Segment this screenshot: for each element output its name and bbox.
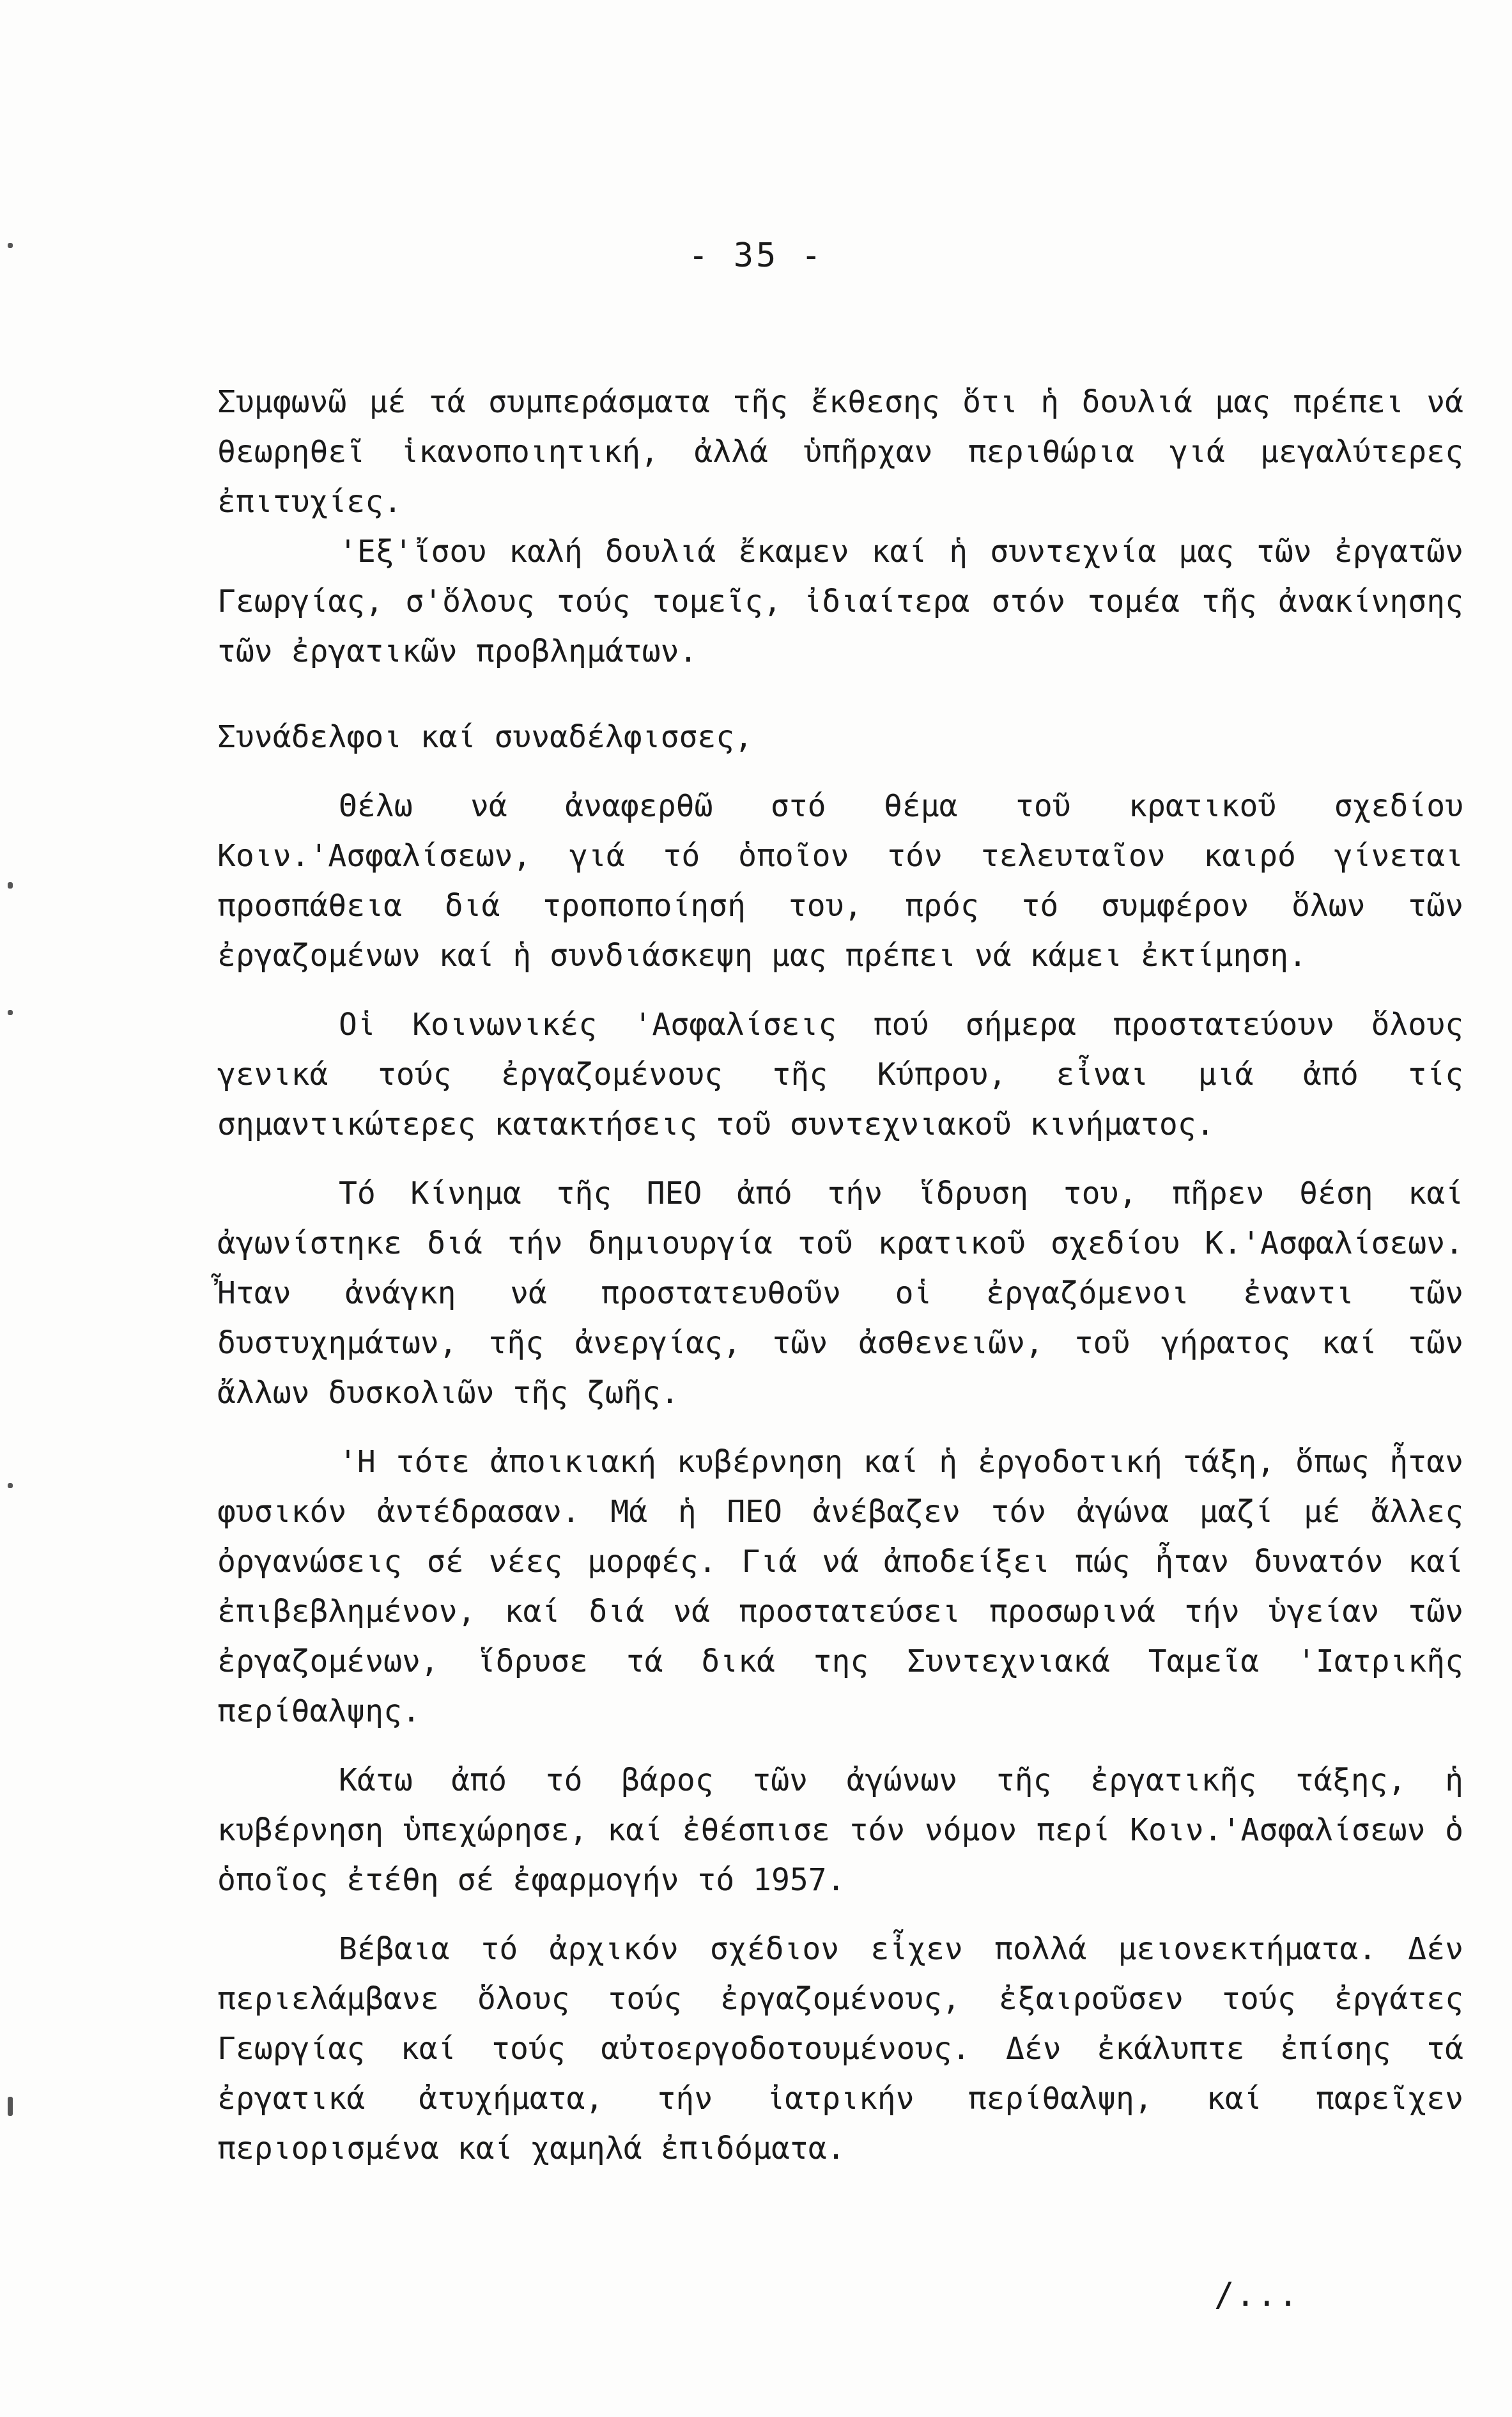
paragraph-3: Θέλω νά ἀναφερθῶ στό θέμα τοῦ κρατικοῦ σχεδίου Κοιν.'Ασφαλίσεων, γιά τό ὁποῖον τόν τελευταῖον καιρό γίνεται προσπάθεια διά τροποποίησή του, πρός τό συμφέρον ὅλων τῶν ἐργαζομένων καί ἡ συνδιάσκεψη μας πρέπει νά κάμει ἐκτίμηση. — [217, 788, 1463, 974]
scan-speck — [8, 2097, 13, 2116]
scan-speck — [8, 882, 13, 889]
salutation: Συνάδελφοι καί συναδέλφισσες, — [217, 719, 753, 755]
paragraph-5: Τό Κίνημα τῆς ΠΕΟ ἀπό τήν ἵδρυση του, πῆρεν θέση καί ἀγωνίστηκε διά τήν δημιουργία τοῦ κρατικοῦ σχεδίου Κ.'Ασφαλίσεων. Ἦταν ἀνάγκη νά προστατευθοῦν οἱ ἐργαζόμενοι ἐναντι τῶν δυστυχημάτων, τῆς ἀνεργίας, τῶν ἀσθενειῶν, τοῦ γήρατος καί τῶν ἄλλων δυσκολιῶν τῆς ζωῆς. — [217, 1176, 1463, 1411]
paragraph-4: Οἱ Κοινωνικές 'Ασφαλίσεις πού σήμερα προστατεύουν ὅλους γενικά τούς ἐργαζομένους τῆς Κύπρου, εἶναι μιά ἀπό τίς σημαντικώτερες κατακτήσεις τοῦ συντεχνιακοῦ κινήματος. — [217, 1007, 1463, 1142]
paragraph-6: 'Η τότε ἀποικιακή κυβέρνηση καί ἡ ἐργοδοτική τάξη, ὅπως ἦταν φυσικόν ἀντέδρασαν. Μά ἡ ΠΕΟ ἀνέβαζεν τόν ἀγώνα μαζί μέ ἄλλες ὀργανώσεις σέ νέες μορφές. Γιά νά ἀποδείξει πώς ἦταν δυνατόν καί ἐπιβεβλημένον, καί διά νά προστατεύσει προσωρινά τήν ὑγείαν τῶν ἐργαζομένων, ἵδρυσε τά δικά της Συντεχνιακά Ταμεῖα 'Ιατρικῆς περίθαλψης. — [217, 1444, 1463, 1729]
paragraph-2: 'Εξ'ἴσου καλή δουλιά ἔκαμεν καί ἡ συντεχνία μας τῶν ἐργατῶν Γεωργίας, σ'ὅλους τούς τομεῖς, ἰδιαίτερα στόν τομέα τῆς ἀνακίνησης τῶν ἐργατικῶν προβλημάτων. — [217, 534, 1463, 669]
page-number: - 35 - — [688, 237, 824, 275]
scan-speck — [8, 243, 13, 248]
scan-speck — [8, 1483, 13, 1488]
paragraph-7: Κάτω ἀπό τό βάρος τῶν ἀγώνων τῆς ἐργατικῆς τάξης, ἡ κυβέρνηση ὑπεχώρησε, καί ἐθέσπισε τόν νόμον περί Κοιν.'Ασφαλίσεων ὁ ὁποῖος ἐτέθη σέ ἐφαρμογήν τό 1957. — [217, 1762, 1463, 1898]
continuation-mark: /... — [1214, 2276, 1300, 2314]
paragraph-1: Συμφωνῶ μέ τά συμπεράσματα τῆς ἔκθεσης ὅτι ἡ δουλιά μας πρέπει νά θεωρηθεῖ ἱκανοποιητική, ἀλλά ὑπῆρχαν περιθώρια γιά μεγαλύτερες ἐπιτυχίες. — [217, 384, 1463, 520]
scan-speck — [8, 1010, 13, 1015]
body-text — [217, 377, 1463, 2173]
paragraph-8: Βέβαια τό ἀρχικόν σχέδιον εἶχεν πολλά μειονεκτήματα. Δέν περιελάμβανε ὅλους τούς ἐργαζομένους, ἐξαιροῦσεν τούς ἐργάτες Γεωργίας καί τούς αὐτοεργοδοτουμένους. Δέν ἐκάλυπτε ἐπίσης τά ἐργατικά ἀτυχήματα, τήν ἰατρικήν περίθαλψη, καί παρεῖχεν περιορισμένα καί χαμηλά ἐπιδόματα. — [217, 1931, 1463, 2166]
